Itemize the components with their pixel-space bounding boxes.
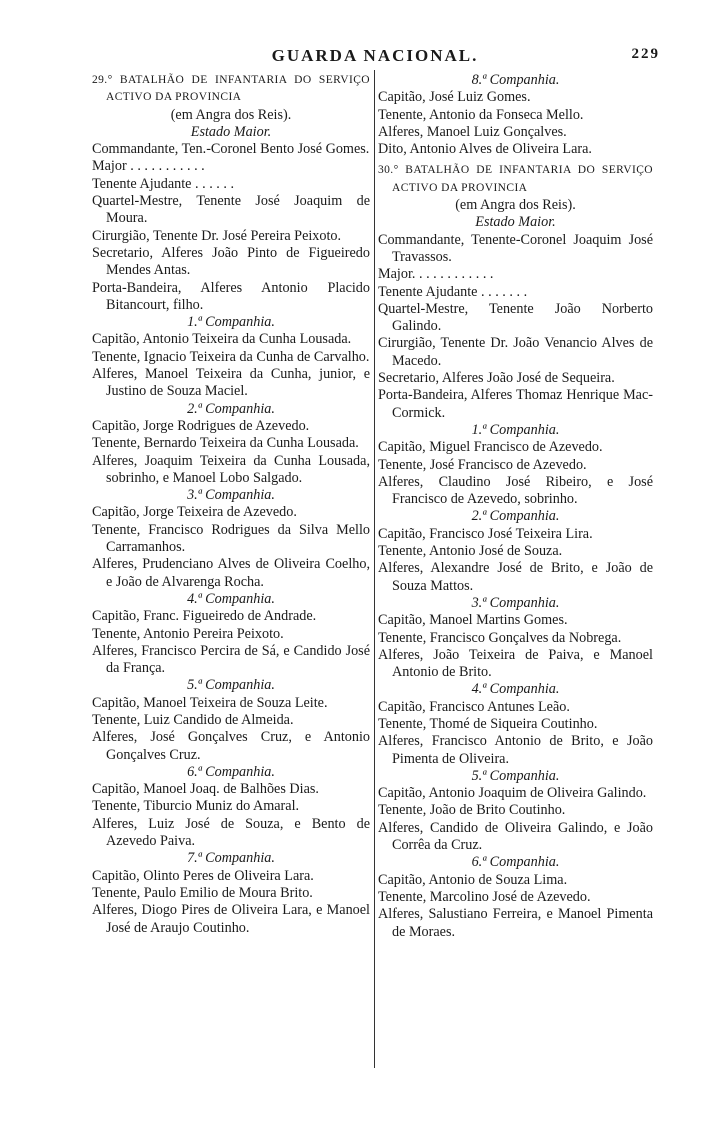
company-heading: 8.ª Companhia. xyxy=(471,72,560,88)
staff-entry: Quartel-Mestre, Tenente José Joaquim de Moura. xyxy=(92,193,370,227)
company-entry: Alferes, Francisco Percira de Sá, e Candido José da França. xyxy=(92,642,370,677)
company-entry: Capitão, José Luiz Gomes. xyxy=(378,89,531,106)
company-heading: 1.ª Companhia. xyxy=(471,421,560,438)
company-heading: 5.ª Companhia. xyxy=(187,677,275,694)
staff-entry: Major . . . . . . . . . . . xyxy=(92,158,205,175)
staff-entry: Major. . . . . . . . . . . . xyxy=(378,266,494,283)
company-entry: Tenente, Antonio da Fonseca Mello. xyxy=(378,106,584,123)
company-heading: 3.ª Companhia. xyxy=(187,487,275,504)
company-entry: Capitão, Miguel Francisco de Azevedo. xyxy=(378,439,603,456)
company-entry: Tenente, Antonio Pereira Peixoto. xyxy=(92,625,284,642)
left-column xyxy=(92,72,370,937)
staff-entry: Cirurgião, Tenente Dr. João Venancio Alves de Macedo. xyxy=(378,335,653,369)
company-entry: Alferes, Joaquim Teixeira da Cunha Lousada, sobrinho, e Manoel Lobo Salgado. xyxy=(92,452,370,486)
company-entry: Capitão, Antonio de Souza Lima. xyxy=(378,871,568,888)
company-entry: Alferes, Alexandre José de Brito, e João de Souza Mattos. xyxy=(378,560,653,594)
staff-entry: Tenente Ajudante . . . . . . xyxy=(92,175,235,192)
company-entry: Tenente, Ignacio Teixeira da Cunha de Carvalho. xyxy=(92,348,370,365)
company-entry: Capitão, Antonio Joaquim de Oliveira Galindo. xyxy=(378,785,647,802)
company-entry: Dito, Antonio Alves de Oliveira Lara. xyxy=(378,141,592,158)
company-entry: Capitão, Olinto Peres de Oliveira Lara. xyxy=(92,867,314,884)
company-entry: Tenente, Bernardo Teixeira da Cunha Lousada. xyxy=(92,435,359,452)
company-heading: 5.ª Companhia. xyxy=(471,767,560,784)
battalion-title: 29.° BATALHÃO DE INFANTARIA DO SERVIÇO ACTIVO DA PROVINCIA xyxy=(92,74,370,104)
company-entry: Capitão, Manoel Teixeira de Souza Leite. xyxy=(92,694,328,711)
company-entry: Capitão, Jorge Teixeira de Azevedo. xyxy=(92,504,297,521)
battalion-location: (em Angra dos Reis). xyxy=(455,197,576,214)
company-heading: 6.ª Companhia. xyxy=(471,854,560,871)
running-header xyxy=(90,46,660,70)
company-entry: Tenente, Antonio José de Souza. xyxy=(378,543,563,560)
company-entry: Alferes, Prudenciano Alves de Oliveira Coelho, e João de Alvarenga Rocha. xyxy=(92,556,370,590)
staff-entry: Porta-Bandeira, Alferes Antonio Placido Bitancourt, filho. xyxy=(92,279,370,313)
staff-entry: Quartel-Mestre, Tenente João Norberto Galindo. xyxy=(378,300,653,335)
company-entry: Capitão, Francisco Antunes Leão. xyxy=(378,698,570,715)
company-heading: 1.ª Companhia. xyxy=(187,314,275,331)
page-number: 229 xyxy=(631,46,660,62)
company-entry: Alferes, Claudino José Ribeiro, e José Francisco de Azevedo, sobrinho. xyxy=(378,473,653,508)
battalion-title: 30.° BATALHÃO DE INFANTARIA DO SERVIÇO ACTIVO DA PROVINCIA xyxy=(378,164,653,194)
company-entry: Capitão, Antonio Teixeira da Cunha Lousada. xyxy=(92,331,352,348)
company-heading: 3.ª Companhia. xyxy=(471,594,560,611)
staff-entry: Porta-Bandeira, Alferes Thomaz Henrique Mac-Cormick. xyxy=(378,387,653,421)
staff-heading: Estado Maior. xyxy=(475,214,556,231)
company-entry: Capitão, Francisco José Teixeira Lira. xyxy=(378,525,593,542)
company-heading: 2.ª Companhia. xyxy=(187,400,275,417)
company-entry: Tenente, João de Brito Coutinho. xyxy=(378,802,566,819)
company-entry: Alferes, José Gonçalves Cruz, e Antonio Gonçalves Cruz. xyxy=(92,729,370,763)
staff-entry: Secretario, Alferes João Pinto de Figueiredo Mendes Antas. xyxy=(92,244,370,279)
company-entry: Tenente, José Francisco de Azevedo. xyxy=(378,456,587,473)
company-heading: 6.ª Companhia. xyxy=(187,763,275,780)
company-entry: Tenente, Luiz Candido de Almeida. xyxy=(92,711,294,728)
company-entry: Alferes, Salustiano Ferreira, e Manoel Pimenta de Moraes. xyxy=(378,906,653,940)
company-entry: Alferes, Diogo Pires de Oliveira Lara, e Manoel José de Araujo Coutinho. xyxy=(92,902,370,936)
company-entry: Capitão, Manoel Martins Gomes. xyxy=(378,612,568,629)
company-entry: Alferes, Manoel Teixeira da Cunha, junior, e Justino de Souza Maciel. xyxy=(92,366,370,400)
company-entry: Capitão, Franc. Figueiredo de Andrade. xyxy=(92,608,317,625)
staff-entry: Secretario, Alferes João José de Sequeira. xyxy=(378,370,615,387)
company-entry: Alferes, Candido de Oliveira Galindo, e João Corrêa da Cruz. xyxy=(378,819,653,854)
company-heading: 4.ª Companhia. xyxy=(187,590,275,607)
company-entry: Alferes, Luiz José de Souza, e Bento de Azevedo Paiva. xyxy=(92,815,370,850)
company-entry: Capitão, Jorge Rodrigues de Azevedo. xyxy=(92,417,310,434)
staff-entry: Commandante, Ten.-Coronel Bento José Gomes. xyxy=(92,141,370,158)
company-heading: 4.ª Companhia. xyxy=(471,681,560,698)
company-entry: Alferes, João Teixeira de Paiva, e Manoel Antonio de Brito. xyxy=(378,646,653,681)
column-divider xyxy=(374,70,375,1068)
company-entry: Tenente, Tiburcio Muniz do Amaral. xyxy=(92,798,300,815)
header-title: GUARDA NACIONAL. xyxy=(271,46,479,65)
company-entry: Tenente, Francisco Gonçalves da Nobrega. xyxy=(378,629,622,646)
staff-entry: Tenente Ajudante . . . . . . . xyxy=(378,283,528,300)
battalion-location: (em Angra dos Reis). xyxy=(170,106,292,123)
staff-entry: Commandante, Tenente-Coronel Joaquim José Travassos. xyxy=(378,231,653,265)
company-entry: Tenente, Marcolino José de Azevedo. xyxy=(378,888,591,905)
company-entry: Alferes, Francisco Antonio de Brito, e João Pimenta de Oliveira. xyxy=(378,733,653,767)
company-entry: Tenente, Francisco Rodrigues da Silva Mello Carramanhos. xyxy=(92,521,370,556)
company-heading: 7.ª Companhia. xyxy=(187,850,275,867)
right-column xyxy=(378,72,653,941)
staff-heading: Estado Maior. xyxy=(190,123,272,140)
company-entry: Tenente, Thomé de Siqueira Coutinho. xyxy=(378,715,598,732)
staff-entry: Cirurgião, Tenente Dr. José Pereira Peixoto. xyxy=(92,227,342,244)
company-entry: Capitão, Manoel Joaq. de Balhões Dias. xyxy=(92,781,319,798)
company-heading: 2.ª Companhia. xyxy=(471,508,560,525)
company-entry: Alferes, Manoel Luiz Gonçalves. xyxy=(378,123,567,140)
company-entry: Tenente, Paulo Emilio de Moura Brito. xyxy=(92,884,313,901)
